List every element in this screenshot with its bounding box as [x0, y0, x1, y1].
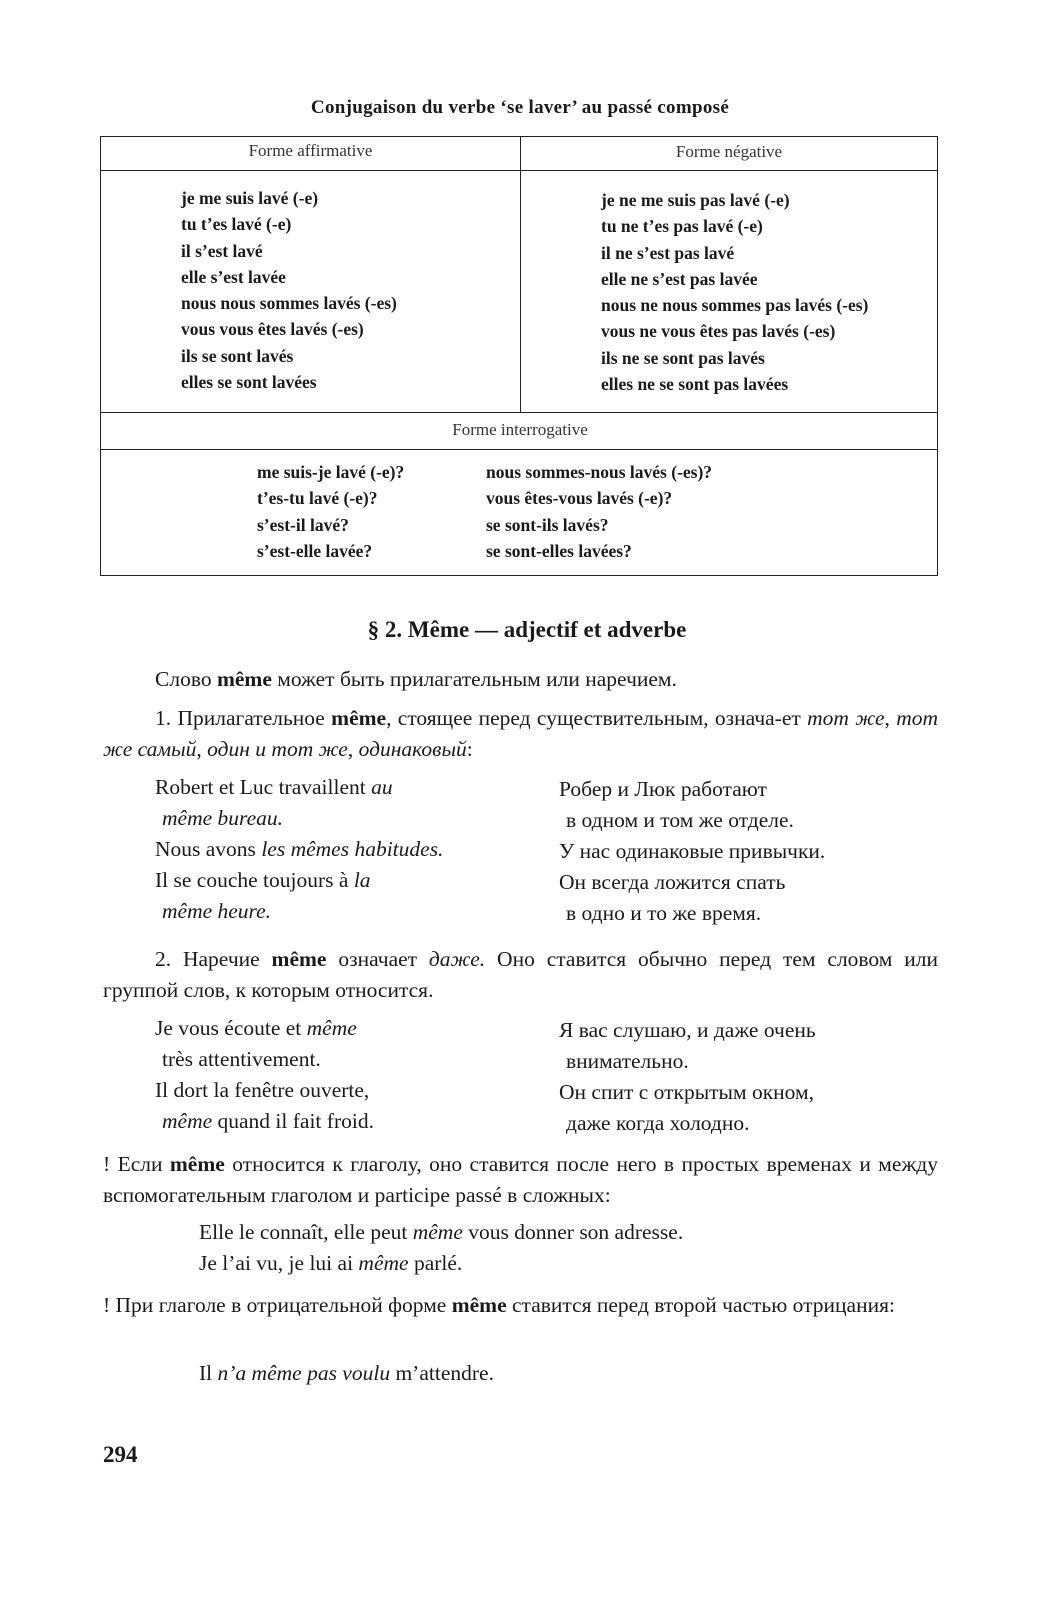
table-rule [101, 412, 937, 413]
note-negation-example [199, 1358, 494, 1389]
note-negation: ! При глаголе в отрицательной форме même ставится перед второй частью отрицания: [103, 1293, 895, 1317]
conjugation-form: nous sommes-nous lavés (-es)? [486, 462, 713, 482]
intro-paragraph: Слово même может быть прилагательным или наречием. [155, 667, 677, 691]
example-line: Robert et Luc travaillent au [155, 775, 393, 799]
adverb-examples-french [155, 1013, 374, 1137]
conjugation-form: vous vous êtes lavés (-es) [181, 319, 364, 340]
conjugation-table [100, 136, 938, 576]
translation-line: в одно и то же время. [566, 901, 762, 925]
interrogative-header: Forme interrogative [452, 420, 588, 439]
translation-line: внимательно. [566, 1049, 689, 1073]
conjugation-form: elle s’est lavée [181, 266, 286, 287]
table-rule [101, 170, 937, 171]
example-line: même heure. [162, 899, 272, 923]
conjugation-form: vous ne vous êtes pas lavés (-es) [601, 321, 836, 342]
translation-line: Он всегда ложится спать [559, 870, 786, 894]
example-line: Il dort la fenêtre ouverte, [155, 1078, 370, 1102]
conjugation-form: nous nous sommes lavés (-es) [181, 293, 397, 314]
conjugation-form: il s’est lavé [181, 240, 263, 261]
conjugation-form: s’est-il lavé? [257, 514, 349, 535]
conjugation-form: t’es-tu lavé (-e)? [257, 488, 378, 509]
negative-header: Forme négative [675, 142, 783, 161]
table-divider [520, 137, 521, 412]
example-line: même bureau. [162, 806, 284, 830]
negative-forms [601, 187, 868, 397]
affirmative-forms [181, 185, 397, 395]
conjugation-form: elles se sont lavées [181, 372, 317, 393]
translation-line: даже когда холодно. [566, 1111, 750, 1135]
conjugation-form: ils ne se sont pas lavés [601, 347, 765, 368]
example-line: Elle le connaît, elle peut même vous donner son adresse. [199, 1220, 684, 1244]
example-line: même quand il fait froid. [162, 1109, 374, 1133]
adjective-examples-french [155, 772, 443, 927]
table-rule [101, 449, 937, 450]
conjugation-form: je me suis lavé (-e) [181, 188, 319, 208]
conjugation-form: se sont-ils lavés? [486, 514, 609, 535]
conjugation-form: tu t’es lavé (-e) [181, 214, 292, 235]
example-line: Il se couche toujours à la [155, 868, 371, 892]
conjugation-form: se sont-elles lavées? [486, 540, 632, 561]
conjugation-form: nous ne nous sommes pas lavés (-es) [601, 295, 869, 316]
example-line: Nous avons les mêmes habitudes. [155, 837, 444, 861]
interrogative-forms-right [486, 459, 712, 564]
conjugation-form: vous êtes-vous lavés (-e)? [486, 488, 673, 509]
translation-line: Он спит с открытым окном, [559, 1080, 814, 1104]
adjective-examples-russian [559, 774, 825, 929]
example-line: Je vous écoute et même [155, 1016, 357, 1040]
conjugation-form: tu ne t’es pas lavé (-e) [601, 216, 763, 237]
conjugation-form: il ne s’est pas lavé [601, 242, 735, 263]
conjugation-form: ils se sont lavés [181, 345, 294, 366]
affirmative-header: Forme affirmative [248, 141, 373, 160]
example-line: Il n’a même pas voulu m’attendre. [199, 1361, 494, 1385]
conjugation-form: s’est-elle lavée? [257, 540, 373, 561]
note-verb-position: ! Если même относится к глаголу, оно ставится после него в простых временах и между вспомогательным глаголом и participe passé в сложных: [103, 1152, 938, 1207]
translation-line: Робер и Люк работают [559, 777, 767, 801]
adjective-paragraph: 1. Прилагательное même, стоящее перед существительным, означа-ет тот же, тот же самый, один и тот же, одинаковый: [103, 706, 939, 761]
adverb-examples-russian [559, 1015, 816, 1139]
table-title: Conjugaison du verbe ‘se laver’ au passé composé [310, 97, 730, 118]
example-line: très attentivement. [162, 1047, 321, 1071]
conjugation-form: elles ne se sont pas lavées [601, 374, 789, 395]
translation-line: Я вас слушаю, и даже очень [559, 1018, 816, 1042]
page-number: 294 [103, 1442, 138, 1467]
translation-line: У нас одинаковые привычки. [559, 839, 826, 863]
translation-line: в одном и том же отделе. [566, 808, 794, 832]
conjugation-form: elle ne s’est pas lavée [601, 268, 758, 289]
conjugation-form: me suis-je lavé (-e)? [257, 462, 405, 482]
section-title: § 2. Même — adjectif et adverbe [367, 617, 687, 642]
note-verb-examples [199, 1217, 683, 1279]
adverb-paragraph: 2. Наречие même означает даже. Оно ставится обычно перед тем словом или группой слов, к которым относится. [103, 947, 938, 1002]
interrogative-forms-left [257, 459, 404, 564]
conjugation-form: je ne me suis pas lavé (-e) [601, 190, 790, 210]
example-line: Je l’ai vu, je lui ai même parlé. [199, 1251, 463, 1275]
